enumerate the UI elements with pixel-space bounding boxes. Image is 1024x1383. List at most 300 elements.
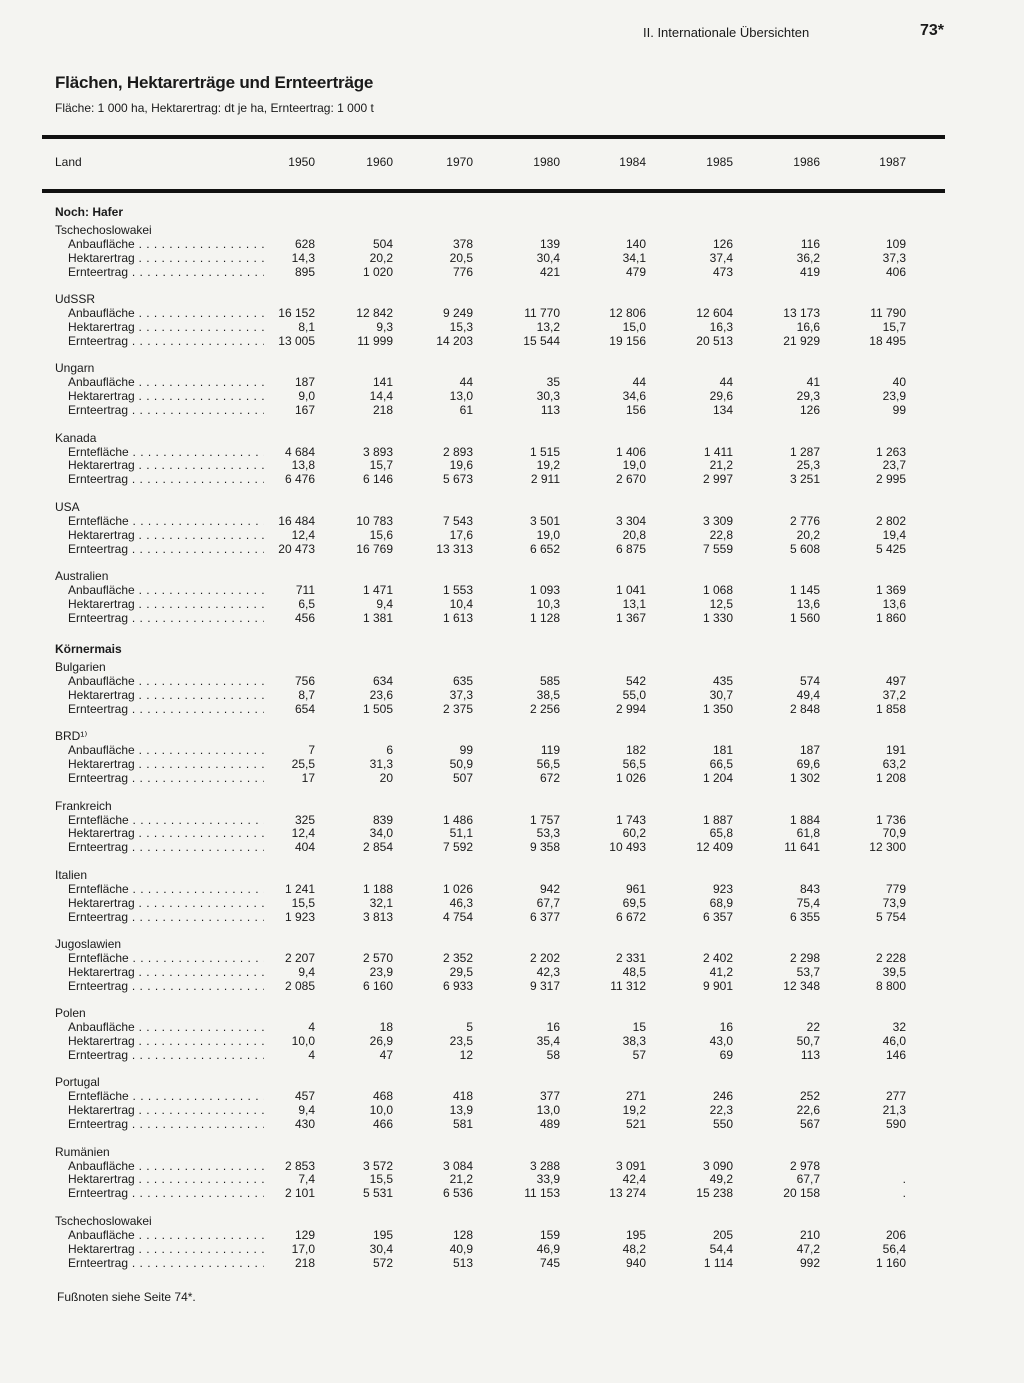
value-cell: 16 bbox=[719, 1020, 733, 1035]
value-cell: 1 505 bbox=[362, 701, 393, 716]
value-cell: 3 304 bbox=[615, 513, 646, 528]
value-cell: 16 bbox=[546, 1020, 560, 1035]
row-label: Hektarertrag . . . bbox=[68, 597, 264, 611]
row-label: Ernteertrag . . . bbox=[68, 1117, 264, 1131]
table-row bbox=[0, 265, 1024, 279]
table-row bbox=[0, 1103, 1024, 1117]
value-cell: 15,0 bbox=[622, 320, 646, 334]
value-cell: 1 613 bbox=[442, 610, 473, 625]
value-cell: 65,8 bbox=[709, 826, 733, 841]
table-row bbox=[0, 306, 1024, 320]
row-label: Ernteertrag . . . bbox=[68, 542, 264, 556]
value-cell: 779 bbox=[885, 881, 906, 896]
value-cell: 63,2 bbox=[882, 757, 906, 772]
table-row bbox=[0, 979, 1024, 993]
value-cell: 11 641 bbox=[784, 840, 820, 855]
value-cell: 9 317 bbox=[529, 978, 560, 993]
top-rule bbox=[42, 135, 945, 139]
value-cell: 4 754 bbox=[442, 909, 473, 924]
value-cell: 40,9 bbox=[449, 1241, 473, 1256]
value-cell: 628 bbox=[294, 236, 315, 251]
value-cell: 9,3 bbox=[376, 320, 393, 334]
value-cell: 895 bbox=[294, 264, 315, 279]
row-label: Hektarertrag . . . bbox=[68, 251, 264, 265]
value-cell: 35,4 bbox=[536, 1034, 560, 1048]
value-cell: 271 bbox=[625, 1089, 646, 1104]
value-cell: 129 bbox=[294, 1227, 315, 1242]
row-label: Hektarertrag . . . bbox=[68, 389, 264, 403]
value-cell: 18 495 bbox=[869, 333, 906, 348]
value-cell: 31,3 bbox=[369, 757, 393, 772]
value-cell: 46,0 bbox=[882, 1034, 906, 1048]
value-cell: 10,0 bbox=[291, 1034, 315, 1048]
value-cell: 19,0 bbox=[622, 458, 646, 473]
value-cell: 1 471 bbox=[362, 582, 393, 597]
value-cell: 430 bbox=[294, 1117, 315, 1132]
value-cell: 4 bbox=[308, 1020, 315, 1035]
row-label: Hektarertrag . . . bbox=[68, 1172, 264, 1186]
value-cell: 20 513 bbox=[696, 333, 733, 348]
row-label: Anbaufläche . . . bbox=[68, 674, 264, 688]
value-cell: 2 893 bbox=[442, 444, 473, 459]
value-cell: 3 084 bbox=[442, 1158, 473, 1173]
value-cell: 9,4 bbox=[298, 1103, 315, 1118]
value-cell: 590 bbox=[885, 1117, 906, 1132]
value-cell: 466 bbox=[372, 1117, 393, 1132]
value-cell: 37,3 bbox=[882, 250, 906, 265]
table-row bbox=[0, 910, 1024, 924]
value-cell: 2 911 bbox=[530, 472, 560, 487]
row-label: Erntefläche . . . bbox=[68, 813, 264, 827]
value-cell: 1 406 bbox=[615, 444, 646, 459]
value-cell: 67,7 bbox=[536, 895, 560, 910]
value-cell: 6 536 bbox=[442, 1186, 473, 1201]
value-cell: 1 208 bbox=[875, 771, 906, 786]
value-cell: 6 652 bbox=[529, 541, 560, 556]
value-cell: 756 bbox=[294, 674, 315, 689]
value-cell: 12,5 bbox=[709, 596, 733, 611]
value-cell: 51,1 bbox=[449, 826, 473, 841]
value-cell: 9 358 bbox=[529, 840, 560, 855]
value-cell: 6,5 bbox=[298, 596, 315, 611]
value-cell: 26,9 bbox=[369, 1034, 393, 1048]
value-cell: 513 bbox=[452, 1255, 473, 1270]
value-cell: 14 203 bbox=[436, 333, 473, 348]
value-cell: 210 bbox=[799, 1227, 820, 1242]
value-cell: 1 858 bbox=[875, 701, 906, 716]
table-row bbox=[0, 1159, 1024, 1173]
table-row bbox=[0, 757, 1024, 771]
value-cell: 572 bbox=[372, 1255, 393, 1270]
table-row bbox=[0, 611, 1024, 625]
value-cell: 47 bbox=[379, 1047, 393, 1062]
row-label: Ernteertrag . . . bbox=[68, 265, 264, 279]
row-label: Hektarertrag . . . bbox=[68, 1034, 264, 1048]
value-cell: 13,8 bbox=[291, 458, 315, 473]
value-cell: 489 bbox=[539, 1117, 560, 1132]
country-name: Kanada bbox=[55, 430, 97, 445]
value-cell: 13,9 bbox=[449, 1103, 473, 1118]
value-cell: 99 bbox=[892, 403, 906, 418]
value-cell: 66,5 bbox=[709, 757, 733, 772]
value-cell: 1 367 bbox=[615, 610, 646, 625]
value-cell: 191 bbox=[885, 743, 906, 758]
value-cell: 839 bbox=[372, 812, 393, 827]
value-cell: 277 bbox=[885, 1089, 906, 1104]
value-cell: 41 bbox=[806, 375, 820, 390]
value-cell: 50,9 bbox=[449, 757, 473, 772]
value-cell: 2 994 bbox=[615, 701, 646, 716]
value-cell: 12 604 bbox=[696, 306, 733, 321]
value-cell: 181 bbox=[712, 743, 733, 758]
row-label: Anbaufläche . . . bbox=[68, 237, 264, 251]
header-rule bbox=[42, 189, 945, 193]
value-cell: 41,2 bbox=[709, 964, 733, 979]
country-name: Italien bbox=[55, 867, 88, 882]
value-cell: 497 bbox=[885, 674, 906, 689]
footnote: Fußnoten siehe Seite 74*. bbox=[57, 1290, 196, 1304]
value-cell: 13,6 bbox=[796, 596, 820, 611]
value-cell: 20 158 bbox=[783, 1186, 820, 1201]
country-name: Polen bbox=[55, 1006, 86, 1021]
value-cell: 218 bbox=[372, 403, 393, 418]
value-cell: 1 263 bbox=[875, 444, 906, 459]
value-cell: 2 352 bbox=[442, 950, 473, 965]
value-cell: 13 173 bbox=[783, 306, 820, 321]
value-cell: 1 302 bbox=[789, 771, 820, 786]
value-cell: 8 800 bbox=[875, 978, 906, 993]
table-row bbox=[0, 597, 1024, 611]
row-label: Hektarertrag . . . bbox=[68, 528, 264, 542]
value-cell: 25,3 bbox=[796, 458, 820, 473]
value-cell: 15,7 bbox=[882, 320, 906, 334]
value-cell: 2 402 bbox=[702, 950, 733, 965]
value-cell: 134 bbox=[712, 403, 733, 418]
value-cell: 33,9 bbox=[536, 1172, 560, 1187]
value-cell: 1 114 bbox=[703, 1255, 733, 1270]
column-header-row bbox=[0, 155, 1024, 175]
value-cell: 2 848 bbox=[789, 701, 820, 716]
value-cell: 20,2 bbox=[369, 250, 393, 265]
table-title: Flächen, Hektarerträge und Ernteerträge bbox=[55, 73, 374, 92]
value-cell: 6 933 bbox=[442, 978, 473, 993]
value-cell: 55,0 bbox=[622, 688, 646, 702]
value-cell: 9,4 bbox=[376, 596, 393, 611]
value-cell: 2 256 bbox=[529, 701, 560, 716]
value-cell: 61 bbox=[459, 403, 473, 418]
value-cell: 1 923 bbox=[284, 909, 315, 924]
value-cell: 48,2 bbox=[622, 1241, 646, 1256]
value-cell: 6 355 bbox=[789, 909, 820, 924]
value-cell: 12 842 bbox=[356, 306, 393, 321]
value-cell: 23,9 bbox=[882, 389, 906, 404]
value-cell: 10,3 bbox=[536, 596, 560, 611]
value-cell: 12,4 bbox=[291, 527, 315, 542]
value-cell: 7 559 bbox=[702, 541, 733, 556]
value-cell: 69,5 bbox=[622, 895, 646, 910]
value-cell: 67,7 bbox=[796, 1172, 820, 1187]
value-cell: 468 bbox=[372, 1089, 393, 1104]
value-cell: 3 309 bbox=[702, 513, 733, 528]
table-row bbox=[0, 743, 1024, 757]
value-cell: 15,7 bbox=[369, 458, 393, 473]
value-cell: 126 bbox=[712, 236, 733, 251]
value-cell: 5 754 bbox=[875, 909, 906, 924]
value-cell: 1 068 bbox=[702, 582, 733, 597]
value-cell: 13,1 bbox=[622, 596, 646, 611]
row-label: Ernteertrag . . . bbox=[68, 1186, 264, 1200]
value-cell: 53,3 bbox=[536, 826, 560, 841]
value-cell: 29,3 bbox=[796, 389, 820, 404]
table-row bbox=[0, 1048, 1024, 1062]
value-cell: 843 bbox=[799, 881, 820, 896]
value-cell: 8,1 bbox=[298, 320, 315, 334]
value-cell: 68,9 bbox=[709, 895, 733, 910]
row-label: Erntefläche . . . bbox=[68, 882, 264, 896]
value-cell: 22 bbox=[806, 1020, 820, 1035]
value-cell: 1 884 bbox=[789, 812, 820, 827]
value-cell: 119 bbox=[540, 743, 560, 758]
table-row bbox=[0, 840, 1024, 854]
column-header-1984: 1984 bbox=[619, 155, 646, 169]
value-cell: 1 160 bbox=[875, 1255, 906, 1270]
value-cell: 2 298 bbox=[789, 950, 820, 965]
column-header-1980: 1980 bbox=[533, 155, 560, 169]
value-cell: 13 274 bbox=[609, 1186, 646, 1201]
value-cell: 634 bbox=[372, 674, 393, 689]
value-cell: 1 145 bbox=[789, 582, 820, 597]
value-cell: 25,5 bbox=[291, 757, 315, 772]
value-cell: 404 bbox=[294, 840, 315, 855]
value-cell: 12 348 bbox=[783, 978, 820, 993]
value-cell: 1 757 bbox=[529, 812, 560, 827]
value-cell: 9,0 bbox=[298, 389, 315, 404]
row-label: Ernteertrag . . . bbox=[68, 611, 264, 625]
table-row bbox=[0, 251, 1024, 265]
row-label: Hektarertrag . . . bbox=[68, 896, 264, 910]
value-cell: 23,5 bbox=[449, 1034, 473, 1048]
value-cell: 44 bbox=[632, 375, 646, 390]
value-cell: 30,3 bbox=[536, 389, 560, 404]
country-name: Tschechoslowakei bbox=[55, 1213, 152, 1228]
value-cell: 15 bbox=[632, 1020, 646, 1035]
table-row bbox=[0, 702, 1024, 716]
value-cell: 49,2 bbox=[709, 1172, 733, 1187]
table-row bbox=[0, 771, 1024, 785]
value-cell: 34,6 bbox=[622, 389, 646, 404]
row-label: Hektarertrag . . . bbox=[68, 458, 264, 472]
table-row bbox=[0, 674, 1024, 688]
value-cell: 13,6 bbox=[882, 596, 906, 611]
value-cell: 139 bbox=[539, 236, 560, 251]
value-cell: 57 bbox=[632, 1047, 646, 1062]
value-cell: 187 bbox=[294, 375, 315, 390]
value-cell: 961 bbox=[625, 881, 646, 896]
value-cell: 99 bbox=[459, 743, 473, 758]
value-cell: 6 875 bbox=[615, 541, 646, 556]
value-cell: 3 091 bbox=[615, 1158, 646, 1173]
value-cell: 1 188 bbox=[362, 881, 393, 896]
value-cell: 4 684 bbox=[284, 444, 315, 459]
value-cell: 7 592 bbox=[442, 840, 473, 855]
value-cell: 14,4 bbox=[369, 389, 393, 404]
value-cell: 1 860 bbox=[875, 610, 906, 625]
value-cell: 34,1 bbox=[622, 250, 646, 265]
value-cell: 10,0 bbox=[369, 1103, 393, 1118]
column-header-1985: 1985 bbox=[706, 155, 733, 169]
table-row bbox=[0, 1172, 1024, 1186]
value-cell: 61,8 bbox=[796, 826, 820, 841]
value-cell: 19,6 bbox=[449, 458, 473, 473]
value-cell: 15,5 bbox=[369, 1172, 393, 1187]
table-row bbox=[0, 472, 1024, 486]
value-cell: 473 bbox=[712, 264, 733, 279]
row-label: Hektarertrag . . . bbox=[68, 1242, 264, 1256]
country-name: Frankreich bbox=[55, 798, 112, 813]
row-label: Erntefläche . . . bbox=[68, 951, 264, 965]
value-cell: 550 bbox=[712, 1117, 733, 1132]
value-cell: 109 bbox=[885, 236, 906, 251]
value-cell: 2 997 bbox=[702, 472, 733, 487]
value-cell: 56,5 bbox=[536, 757, 560, 772]
value-cell: 1 093 bbox=[529, 582, 560, 597]
page-number: 73* bbox=[920, 22, 945, 39]
value-cell: 15,5 bbox=[291, 895, 315, 910]
value-cell: 12 300 bbox=[869, 840, 906, 855]
value-cell: 479 bbox=[625, 264, 646, 279]
table-row bbox=[0, 445, 1024, 459]
row-label: Erntefläche . . . bbox=[68, 514, 264, 528]
row-label: Hektarertrag . . . bbox=[68, 320, 264, 334]
row-label: Ernteertrag . . . bbox=[68, 910, 264, 924]
value-cell: 11 770 bbox=[524, 306, 560, 321]
value-cell: 11 999 bbox=[357, 333, 393, 348]
value-cell: 1 287 bbox=[789, 444, 820, 459]
value-cell: 19,2 bbox=[536, 458, 560, 473]
value-cell: 6 357 bbox=[702, 909, 733, 924]
value-cell: 1 411 bbox=[703, 444, 733, 459]
value-cell: 406 bbox=[885, 264, 906, 279]
value-cell: 19,4 bbox=[882, 527, 906, 542]
row-label: Ernteertrag . . . bbox=[68, 840, 264, 854]
value-cell: 44 bbox=[719, 375, 733, 390]
value-cell: 2 331 bbox=[615, 950, 646, 965]
value-cell: 1 204 bbox=[702, 771, 733, 786]
table-row bbox=[0, 951, 1024, 965]
value-cell: 205 bbox=[712, 1227, 733, 1242]
table-row bbox=[0, 1034, 1024, 1048]
value-cell: 1 330 bbox=[702, 610, 733, 625]
page-header bbox=[0, 22, 1024, 44]
value-cell: 6 672 bbox=[615, 909, 646, 924]
value-cell: 776 bbox=[452, 264, 473, 279]
value-cell: 20,5 bbox=[449, 250, 473, 265]
value-cell: 113 bbox=[800, 1047, 820, 1062]
column-header-1970: 1970 bbox=[446, 155, 473, 169]
value-cell: 146 bbox=[885, 1047, 906, 1062]
column-header-1960: 1960 bbox=[366, 155, 393, 169]
value-cell: 3 813 bbox=[362, 909, 393, 924]
value-cell: 141 bbox=[372, 375, 393, 390]
value-cell: 12 806 bbox=[609, 306, 646, 321]
value-cell: 11 790 bbox=[870, 306, 906, 321]
value-cell: 940 bbox=[625, 1255, 646, 1270]
value-cell: 2 854 bbox=[362, 840, 393, 855]
value-cell: 435 bbox=[712, 674, 733, 689]
value-cell: 182 bbox=[625, 743, 646, 758]
value-cell: 6 146 bbox=[362, 472, 393, 487]
value-cell: 3 893 bbox=[362, 444, 393, 459]
value-cell: 7,4 bbox=[298, 1172, 315, 1187]
value-cell: 46,9 bbox=[536, 1241, 560, 1256]
value-cell: 6 160 bbox=[362, 978, 393, 993]
value-cell: 19 156 bbox=[609, 333, 646, 348]
section-title: II. Internationale Übersichten bbox=[643, 25, 810, 40]
value-cell: 48,5 bbox=[622, 964, 646, 979]
value-cell: 30,4 bbox=[536, 250, 560, 265]
value-cell: 1 241 bbox=[284, 881, 315, 896]
section-heading: Noch: Hafer bbox=[55, 205, 124, 219]
value-cell: 12,4 bbox=[291, 826, 315, 841]
value-cell: 1 350 bbox=[702, 701, 733, 716]
row-label: Anbaufläche . . . bbox=[68, 583, 264, 597]
value-cell: 159 bbox=[539, 1227, 560, 1242]
value-cell: 32,1 bbox=[369, 895, 393, 910]
row-label: Hektarertrag . . . bbox=[68, 826, 264, 840]
value-cell: 992 bbox=[799, 1255, 820, 1270]
value-cell: 156 bbox=[625, 403, 646, 418]
value-cell: 20,2 bbox=[796, 527, 820, 542]
value-cell: 5 bbox=[466, 1020, 473, 1035]
value-cell: 2 776 bbox=[789, 513, 820, 528]
value-cell: 504 bbox=[372, 236, 393, 251]
value-cell: 377 bbox=[539, 1089, 560, 1104]
value-cell: 672 bbox=[539, 771, 560, 786]
value-cell: 37,3 bbox=[449, 688, 473, 702]
section-heading: Körnermais bbox=[55, 642, 122, 657]
value-cell: 113 bbox=[540, 403, 560, 418]
value-cell: 11 153 bbox=[524, 1186, 560, 1201]
value-cell: 42,3 bbox=[536, 964, 560, 979]
value-cell: 37,4 bbox=[709, 250, 733, 265]
value-cell: 2 978 bbox=[789, 1158, 820, 1173]
value-cell: 1 369 bbox=[875, 582, 906, 597]
value-cell: 1 515 bbox=[529, 444, 560, 459]
value-cell: 13,2 bbox=[536, 320, 560, 334]
value-cell: 942 bbox=[539, 881, 560, 896]
value-cell: 34,0 bbox=[369, 826, 393, 841]
value-cell: 1 020 bbox=[362, 264, 393, 279]
value-cell: 116 bbox=[800, 236, 820, 251]
value-cell: 456 bbox=[294, 610, 315, 625]
table-row bbox=[0, 1228, 1024, 1242]
value-cell: 218 bbox=[294, 1255, 315, 1270]
value-cell: 1 560 bbox=[789, 610, 820, 625]
country-name: BRD¹⁾ bbox=[55, 729, 88, 744]
value-cell: 13,0 bbox=[536, 1103, 560, 1118]
value-cell: 22,3 bbox=[709, 1103, 733, 1118]
value-cell: 53,7 bbox=[796, 964, 820, 979]
table-row bbox=[0, 1256, 1024, 1270]
value-cell: 29,6 bbox=[709, 389, 733, 404]
value-cell: 22,6 bbox=[796, 1103, 820, 1118]
value-cell: 542 bbox=[625, 674, 646, 689]
table-row bbox=[0, 1089, 1024, 1103]
table-subtitle: Fläche: 1 000 ha, Hektarertrag: dt je ha, Ernteertrag: 1 000 t bbox=[55, 101, 374, 115]
row-label: Ernteertrag . . . bbox=[68, 334, 264, 348]
value-cell: 23,7 bbox=[882, 458, 906, 473]
table-row bbox=[0, 965, 1024, 979]
